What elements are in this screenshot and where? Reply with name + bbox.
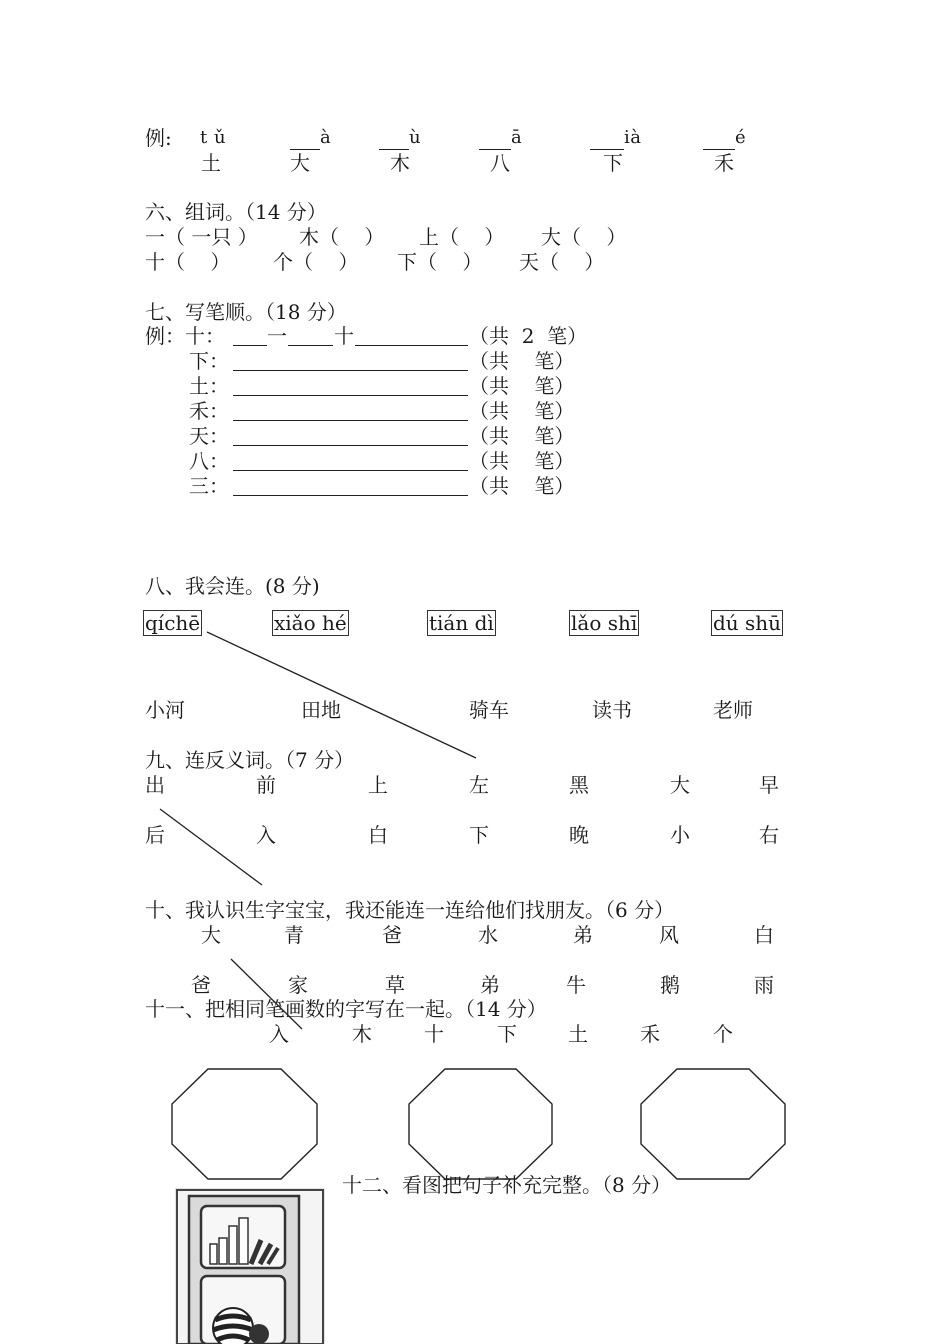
word-group-5[interactable]: 十（ ） — [145, 250, 231, 274]
friend-top-5[interactable]: 弟 — [573, 923, 593, 947]
pinyin-box-1[interactable]: qíchē — [145, 611, 201, 635]
antonym-top-3[interactable]: 上 — [368, 773, 388, 797]
stroke-label-4: 天： — [189, 424, 229, 448]
friend-bottom-2[interactable]: 家 — [288, 973, 308, 997]
stroke-example-count: （共 2 笔） — [469, 324, 588, 348]
friend-top-1[interactable]: 大 — [201, 923, 221, 947]
section8-title: 八、我会连。(8 分) — [145, 574, 320, 598]
stroke-example-prefix: 例：十： — [145, 324, 225, 348]
friend-bottom-7[interactable]: 雨 — [754, 973, 774, 997]
friend-bottom-4[interactable]: 弟 — [480, 973, 500, 997]
pinyin-final-5: é — [735, 127, 747, 148]
section7-title: 七、写笔顺。（18 分） — [145, 300, 347, 324]
word-group-1[interactable]: 一（ 一只 ） — [145, 225, 258, 249]
section6-title: 六、组词。（14 分） — [145, 200, 327, 224]
word-group-7[interactable]: 下（ ） — [397, 250, 483, 274]
friend-top-6[interactable]: 风 — [659, 923, 679, 947]
antonym-top-4[interactable]: 左 — [469, 773, 489, 797]
word-group-3[interactable]: 上（ ） — [419, 225, 505, 249]
word-group-6[interactable]: 个（ ） — [273, 250, 359, 274]
antonym-line — [160, 809, 262, 885]
match-word-1[interactable]: 小河 — [145, 698, 185, 722]
stroke-label-3: 禾： — [189, 399, 229, 423]
stroke-char-6: 禾 — [640, 1022, 660, 1046]
word-group-2[interactable]: 木（ ） — [299, 225, 385, 249]
stroke-count-1: （共 笔） — [469, 349, 575, 373]
word-group-4[interactable]: 大（ ） — [541, 225, 627, 249]
stroke-char-7: 个 — [713, 1022, 733, 1046]
antonym-top-6[interactable]: 大 — [670, 773, 690, 797]
antonym-bottom-6[interactable]: 小 — [670, 823, 690, 847]
char-2: 大 — [290, 151, 310, 175]
antonym-top-7[interactable]: 早 — [759, 773, 779, 797]
answer-octagon-3 — [641, 1069, 785, 1179]
antonym-top-1[interactable]: 出 — [145, 773, 165, 797]
match-line — [207, 632, 476, 758]
stroke-example-step-1: 一 — [267, 324, 287, 348]
stroke-label-5: 八： — [189, 449, 229, 473]
stroke-count-5: （共 笔） — [469, 449, 575, 473]
match-word-2[interactable]: 田地 — [301, 698, 341, 722]
char-5: 下 — [603, 151, 623, 175]
char-6: 禾 — [714, 151, 734, 175]
pinyin-final-4: ià — [624, 127, 642, 148]
friend-top-2[interactable]: 青 — [284, 923, 304, 947]
bookshelf-picture — [175, 1188, 325, 1344]
antonym-bottom-7[interactable]: 右 — [759, 823, 779, 847]
pinyin-box-3[interactable]: tián dì — [429, 611, 494, 635]
section11-title: 十一、把相同笔画数的字写在一起。（14 分） — [145, 997, 547, 1021]
char-3: 木 — [390, 151, 410, 175]
antonym-top-2[interactable]: 前 — [256, 773, 276, 797]
word-group-8[interactable]: 天（ ） — [519, 250, 605, 274]
example-label: 例: — [145, 126, 172, 150]
section10-title: 十、我认识生字宝宝，我还能连一连给他们找朋友。（6 分） — [145, 898, 675, 922]
antonym-bottom-3[interactable]: 白 — [368, 823, 388, 847]
char-4: 八 — [490, 151, 510, 175]
match-word-3[interactable]: 骑车 — [469, 698, 509, 722]
stroke-char-2: 木 — [352, 1022, 372, 1046]
stroke-char-4: 下 — [497, 1022, 517, 1046]
antonym-bottom-1[interactable]: 后 — [145, 823, 165, 847]
stroke-count-3: （共 笔） — [469, 399, 575, 423]
stroke-count-2: （共 笔） — [469, 374, 575, 398]
stroke-label-2: 土： — [189, 374, 229, 398]
stroke-char-3: 十 — [424, 1022, 444, 1046]
char-1: 土 — [201, 151, 221, 175]
section12-title: 十二、看图把句子补充完整。（8 分） — [342, 1173, 672, 1197]
friend-top-4[interactable]: 水 — [478, 923, 498, 947]
match-word-4[interactable]: 读书 — [592, 698, 632, 722]
antonym-bottom-2[interactable]: 入 — [256, 823, 276, 847]
friend-top-3[interactable]: 爸 — [382, 923, 402, 947]
antonym-top-5[interactable]: 黑 — [569, 773, 589, 797]
friend-bottom-6[interactable]: 鹅 — [660, 973, 680, 997]
pinyin-box-2[interactable]: xiǎo hé — [274, 611, 347, 635]
stroke-char-5: 土 — [568, 1022, 588, 1046]
stroke-label-1: 下： — [189, 349, 229, 373]
match-word-5[interactable]: 老师 — [713, 698, 753, 722]
pinyin-box-4[interactable]: lǎo shī — [571, 611, 638, 635]
pinyin-final-2: ù — [409, 127, 422, 148]
pinyin-final-1: à — [320, 127, 332, 148]
antonym-bottom-5[interactable]: 晚 — [569, 823, 589, 847]
friend-line — [231, 959, 302, 1029]
friend-bottom-3[interactable]: 草 — [385, 973, 405, 997]
section9-title: 九、连反义词。（7 分） — [145, 748, 355, 772]
answer-octagon-1 — [172, 1069, 317, 1179]
answer-octagon-2 — [409, 1069, 552, 1179]
stroke-char-1: 入 — [269, 1022, 289, 1046]
friend-bottom-5[interactable]: 牛 — [566, 973, 586, 997]
stroke-example-step-2: 十 — [334, 324, 354, 348]
pinyin-example: t ǔ — [200, 127, 227, 148]
stroke-count-4: （共 笔） — [469, 424, 575, 448]
stroke-count-6: （共 笔） — [469, 474, 575, 498]
friend-bottom-1[interactable]: 爸 — [191, 973, 211, 997]
stroke-label-6: 三： — [189, 474, 229, 498]
friend-top-7[interactable]: 白 — [754, 923, 774, 947]
antonym-bottom-4[interactable]: 下 — [469, 823, 489, 847]
pinyin-final-3: ā — [511, 127, 523, 148]
pinyin-box-5[interactable]: dú shū — [713, 611, 782, 635]
